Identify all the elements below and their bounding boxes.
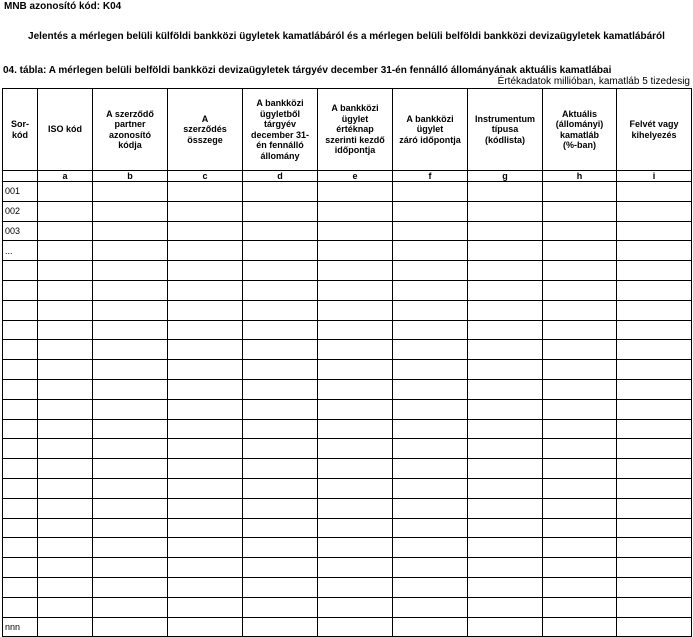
row-code xyxy=(3,379,38,399)
table-cell[interactable] xyxy=(93,360,168,380)
table-cell[interactable] xyxy=(468,459,543,479)
table-cell[interactable] xyxy=(393,221,468,241)
row-code: ... xyxy=(3,241,38,261)
table-cell[interactable] xyxy=(318,558,393,578)
table-cell[interactable] xyxy=(617,300,692,320)
table-cell[interactable] xyxy=(393,518,468,538)
table-cell[interactable] xyxy=(38,399,93,419)
table-cell[interactable] xyxy=(543,280,617,300)
table-cell[interactable] xyxy=(93,300,168,320)
column-header: Aktuális (állományi) kamatláb (%-ban) xyxy=(543,89,617,171)
column-letter: d xyxy=(243,171,318,182)
table-cell[interactable] xyxy=(393,320,468,340)
table-cell[interactable] xyxy=(168,617,243,637)
table-cell[interactable] xyxy=(168,182,243,202)
table-cell[interactable] xyxy=(318,320,393,340)
table-cell[interactable] xyxy=(168,538,243,558)
table-row xyxy=(3,360,692,380)
table-cell[interactable] xyxy=(543,439,617,459)
table-cell[interactable] xyxy=(243,261,318,281)
table-cell[interactable] xyxy=(318,617,393,637)
table-cell[interactable] xyxy=(617,241,692,261)
table-cell[interactable] xyxy=(543,597,617,617)
table-cell[interactable] xyxy=(168,221,243,241)
row-code xyxy=(3,399,38,419)
table-cell[interactable] xyxy=(318,498,393,518)
column-header: Instrumentum típusa (kódlista) xyxy=(468,89,543,171)
table-cell[interactable] xyxy=(318,241,393,261)
table-cell[interactable] xyxy=(168,261,243,281)
row-code xyxy=(3,340,38,360)
table-cell[interactable] xyxy=(38,538,93,558)
table-cell[interactable] xyxy=(543,498,617,518)
table-cell[interactable] xyxy=(168,320,243,340)
table-cell[interactable] xyxy=(468,577,543,597)
table-row xyxy=(3,518,692,538)
table-cell[interactable] xyxy=(38,518,93,538)
table-cell[interactable] xyxy=(468,597,543,617)
table-cell[interactable] xyxy=(243,538,318,558)
table-cell[interactable] xyxy=(168,597,243,617)
table-cell[interactable] xyxy=(38,498,93,518)
table-cell[interactable] xyxy=(393,498,468,518)
row-code xyxy=(3,419,38,439)
table-cell[interactable] xyxy=(617,320,692,340)
table-cell[interactable] xyxy=(243,221,318,241)
table-cell[interactable] xyxy=(168,201,243,221)
mnb-identifier: MNB azonosító kód: K04 xyxy=(4,1,122,12)
table-cell[interactable] xyxy=(243,182,318,202)
table-row xyxy=(3,399,692,419)
table-row xyxy=(3,241,692,261)
table-cell[interactable] xyxy=(468,280,543,300)
table-cell[interactable] xyxy=(243,241,318,261)
column-header: A bankközi ügyletből tárgyév december 31- én fennálló állomány xyxy=(243,89,318,171)
row-code: 002 xyxy=(3,201,38,221)
table-cell[interactable] xyxy=(38,617,93,637)
table-cell[interactable] xyxy=(393,399,468,419)
table-cell[interactable] xyxy=(393,360,468,380)
table-cell[interactable] xyxy=(468,379,543,399)
table-cell[interactable] xyxy=(93,280,168,300)
table-cell[interactable] xyxy=(393,538,468,558)
column-letter: f xyxy=(393,171,468,182)
table-cell[interactable] xyxy=(243,459,318,479)
table-cell[interactable] xyxy=(318,518,393,538)
table-cell[interactable] xyxy=(543,478,617,498)
table-cell[interactable] xyxy=(318,261,393,281)
units-note: Értékadatok millióban, kamatláb 5 tizedesig xyxy=(497,76,690,87)
table-cell[interactable] xyxy=(393,300,468,320)
table-cell[interactable] xyxy=(543,201,617,221)
table-cell[interactable] xyxy=(468,221,543,241)
table-cell[interactable] xyxy=(543,221,617,241)
table-cell[interactable] xyxy=(38,379,93,399)
table-cell[interactable] xyxy=(468,558,543,578)
table-cell[interactable] xyxy=(168,518,243,538)
table-cell[interactable] xyxy=(93,379,168,399)
table-cell[interactable] xyxy=(318,360,393,380)
table-cell[interactable] xyxy=(38,182,93,202)
table-cell[interactable] xyxy=(543,182,617,202)
table-cell[interactable] xyxy=(38,419,93,439)
column-letter: b xyxy=(93,171,168,182)
row-code xyxy=(3,498,38,518)
row-code: 003 xyxy=(3,221,38,241)
table-cell[interactable] xyxy=(168,399,243,419)
table-cell[interactable] xyxy=(93,538,168,558)
table-cell[interactable] xyxy=(168,419,243,439)
table-cell[interactable] xyxy=(543,379,617,399)
table-cell[interactable] xyxy=(393,617,468,637)
table-row xyxy=(3,597,692,617)
table-cell[interactable] xyxy=(38,459,93,479)
column-letter xyxy=(3,171,38,182)
table-cell[interactable] xyxy=(318,597,393,617)
table-cell[interactable] xyxy=(93,439,168,459)
table-cell[interactable] xyxy=(93,201,168,221)
table-cell[interactable] xyxy=(168,340,243,360)
table-cell[interactable] xyxy=(243,340,318,360)
column-letter: h xyxy=(543,171,617,182)
table-cell[interactable] xyxy=(243,439,318,459)
table-cell[interactable] xyxy=(168,498,243,518)
row-code xyxy=(3,538,38,558)
table-cell[interactable] xyxy=(393,597,468,617)
row-code xyxy=(3,459,38,479)
table-cell[interactable] xyxy=(38,221,93,241)
column-letter: a xyxy=(38,171,93,182)
table-cell[interactable] xyxy=(318,221,393,241)
column-header: ISO kód xyxy=(38,89,93,171)
table-cell[interactable] xyxy=(318,280,393,300)
table-cell[interactable] xyxy=(617,399,692,419)
table-cell[interactable] xyxy=(38,478,93,498)
column-letter: i xyxy=(617,171,692,182)
table-cell[interactable] xyxy=(468,300,543,320)
table-cell[interactable] xyxy=(543,300,617,320)
table-cell[interactable] xyxy=(38,280,93,300)
table-cell[interactable] xyxy=(243,419,318,439)
table-cell[interactable] xyxy=(243,320,318,340)
table-cell[interactable] xyxy=(468,419,543,439)
table-cell[interactable] xyxy=(168,577,243,597)
table-cell[interactable] xyxy=(318,459,393,479)
table-cell[interactable] xyxy=(93,478,168,498)
row-code xyxy=(3,577,38,597)
row-code: 001 xyxy=(3,182,38,202)
table-cell[interactable] xyxy=(543,518,617,538)
table-cell[interactable] xyxy=(617,280,692,300)
table-cell[interactable] xyxy=(38,439,93,459)
table-cell[interactable] xyxy=(468,201,543,221)
table-cell[interactable] xyxy=(243,498,318,518)
column-header: Sor- kód xyxy=(3,89,38,171)
table-cell[interactable] xyxy=(93,558,168,578)
table-cell[interactable] xyxy=(93,617,168,637)
table-row xyxy=(3,459,692,479)
table-cell[interactable] xyxy=(318,439,393,459)
table-row xyxy=(3,340,692,360)
column-letter: g xyxy=(468,171,543,182)
row-code xyxy=(3,518,38,538)
row-code xyxy=(3,261,38,281)
table-row xyxy=(3,419,692,439)
table-cell[interactable] xyxy=(543,340,617,360)
table-cell[interactable] xyxy=(468,261,543,281)
table-cell[interactable] xyxy=(543,241,617,261)
table-cell[interactable] xyxy=(617,478,692,498)
table-cell[interactable] xyxy=(318,419,393,439)
table-cell[interactable] xyxy=(168,558,243,578)
table-row xyxy=(3,280,692,300)
table-cell[interactable] xyxy=(617,597,692,617)
column-header: A bankközi ügylet értéknap szerinti kezdő időpontja xyxy=(318,89,393,171)
table-cell[interactable] xyxy=(243,617,318,637)
table-cell[interactable] xyxy=(543,617,617,637)
table-cell[interactable] xyxy=(38,300,93,320)
table-cell[interactable] xyxy=(243,577,318,597)
row-code xyxy=(3,280,38,300)
table-cell[interactable] xyxy=(617,538,692,558)
table-cell[interactable] xyxy=(38,261,93,281)
table-cell[interactable] xyxy=(93,340,168,360)
table-cell[interactable] xyxy=(617,221,692,241)
table-cell[interactable] xyxy=(393,419,468,439)
row-code xyxy=(3,300,38,320)
table-cell[interactable] xyxy=(393,201,468,221)
table-cell[interactable] xyxy=(393,379,468,399)
column-header: Felvét vagy kihelyezés xyxy=(617,89,692,171)
column-header: A szerződés összege xyxy=(168,89,243,171)
table-row xyxy=(3,201,692,221)
table-cell[interactable] xyxy=(318,538,393,558)
table-cell[interactable] xyxy=(168,280,243,300)
table-cell[interactable] xyxy=(543,399,617,419)
table-row xyxy=(3,538,692,558)
interest-rate-table xyxy=(2,88,692,637)
table-cell[interactable] xyxy=(168,459,243,479)
table-cell[interactable] xyxy=(617,360,692,380)
table-cell[interactable] xyxy=(168,360,243,380)
report-title: Jelentés a mérlegen belüli külföldi bankközi ügyletek kamatlábáról és a mérlegen belüli belföldi bankközi devizaügyletek kamatlábáról xyxy=(28,31,665,42)
table-cell[interactable] xyxy=(243,518,318,538)
table-cell[interactable] xyxy=(243,379,318,399)
table-row xyxy=(3,478,692,498)
column-letter-row xyxy=(3,171,692,182)
table-cell[interactable] xyxy=(93,518,168,538)
table-cell[interactable] xyxy=(617,182,692,202)
table-cell[interactable] xyxy=(243,597,318,617)
table-cell[interactable] xyxy=(318,577,393,597)
table-cell[interactable] xyxy=(393,261,468,281)
table-cell[interactable] xyxy=(38,241,93,261)
table-cell[interactable] xyxy=(617,518,692,538)
table-row xyxy=(3,182,692,202)
table-cell[interactable] xyxy=(468,518,543,538)
table-cell[interactable] xyxy=(393,558,468,578)
table-cell[interactable] xyxy=(318,478,393,498)
table-cell[interactable] xyxy=(468,182,543,202)
table-cell[interactable] xyxy=(93,597,168,617)
table-cell[interactable] xyxy=(38,201,93,221)
table-row xyxy=(3,439,692,459)
table-cell[interactable] xyxy=(617,419,692,439)
table-row xyxy=(3,577,692,597)
table-cell[interactable] xyxy=(93,221,168,241)
row-code xyxy=(3,439,38,459)
table-cell[interactable] xyxy=(318,201,393,221)
table-row xyxy=(3,320,692,340)
table-row xyxy=(3,498,692,518)
table-cell[interactable] xyxy=(617,558,692,578)
table-cell[interactable] xyxy=(468,399,543,419)
table-cell[interactable] xyxy=(543,558,617,578)
table-cell[interactable] xyxy=(393,577,468,597)
row-code xyxy=(3,360,38,380)
table-cell[interactable] xyxy=(318,182,393,202)
table-cell[interactable] xyxy=(38,320,93,340)
table-cell[interactable] xyxy=(617,340,692,360)
row-code xyxy=(3,597,38,617)
table-cell[interactable] xyxy=(393,280,468,300)
row-code: nnn xyxy=(3,617,38,637)
table-cell[interactable] xyxy=(318,399,393,419)
table-cell[interactable] xyxy=(38,558,93,578)
table-row xyxy=(3,379,692,399)
table-cell[interactable] xyxy=(468,478,543,498)
table-cell[interactable] xyxy=(543,459,617,479)
table-cell[interactable] xyxy=(468,360,543,380)
table-cell[interactable] xyxy=(168,241,243,261)
table-cell[interactable] xyxy=(93,577,168,597)
column-header: A szerződő partner azonosító kódja xyxy=(93,89,168,171)
table-cell[interactable] xyxy=(468,241,543,261)
table-cell[interactable] xyxy=(617,261,692,281)
table-cell[interactable] xyxy=(243,558,318,578)
table-cell[interactable] xyxy=(93,459,168,479)
table-cell[interactable] xyxy=(93,498,168,518)
table-cell[interactable] xyxy=(93,261,168,281)
table-cell[interactable] xyxy=(617,617,692,637)
table-cell[interactable] xyxy=(393,478,468,498)
table-cell[interactable] xyxy=(243,478,318,498)
table-cell[interactable] xyxy=(617,439,692,459)
table-title: 04. tábla: A mérlegen belüli belföldi bankközi devizaügyletek tárgyév december 31-én fennálló állományának aktuális kamatlábai xyxy=(3,65,612,76)
table-cell[interactable] xyxy=(393,459,468,479)
table-cell[interactable] xyxy=(468,538,543,558)
table-cell[interactable] xyxy=(243,201,318,221)
table-cell[interactable] xyxy=(468,320,543,340)
table-cell[interactable] xyxy=(38,340,93,360)
table-cell[interactable] xyxy=(168,439,243,459)
table-cell[interactable] xyxy=(543,419,617,439)
table-cell[interactable] xyxy=(243,280,318,300)
table-cell[interactable] xyxy=(93,320,168,340)
table-cell[interactable] xyxy=(617,201,692,221)
table-cell[interactable] xyxy=(38,577,93,597)
table-cell[interactable] xyxy=(617,379,692,399)
table-row xyxy=(3,558,692,578)
table-cell[interactable] xyxy=(617,459,692,479)
table-cell[interactable] xyxy=(617,577,692,597)
table-cell[interactable] xyxy=(393,340,468,360)
table-cell[interactable] xyxy=(318,300,393,320)
table-cell[interactable] xyxy=(468,498,543,518)
table-cell[interactable] xyxy=(93,399,168,419)
table-cell[interactable] xyxy=(168,478,243,498)
table-cell[interactable] xyxy=(318,340,393,360)
table-row xyxy=(3,261,692,281)
table-header-row xyxy=(3,89,692,171)
table-cell[interactable] xyxy=(543,261,617,281)
table-cell[interactable] xyxy=(168,379,243,399)
table-cell[interactable] xyxy=(543,360,617,380)
table-cell[interactable] xyxy=(393,182,468,202)
column-letter: c xyxy=(168,171,243,182)
table-cell[interactable] xyxy=(468,340,543,360)
row-code xyxy=(3,558,38,578)
table-cell[interactable] xyxy=(243,399,318,419)
row-code xyxy=(3,478,38,498)
column-letter: e xyxy=(318,171,393,182)
table-cell[interactable] xyxy=(468,617,543,637)
table-cell[interactable] xyxy=(168,300,243,320)
table-cell[interactable] xyxy=(468,439,543,459)
table-cell[interactable] xyxy=(38,360,93,380)
table-row xyxy=(3,221,692,241)
table-cell[interactable] xyxy=(93,419,168,439)
table-cell[interactable] xyxy=(617,498,692,518)
table-cell[interactable] xyxy=(543,320,617,340)
table-row xyxy=(3,617,692,637)
table-cell[interactable] xyxy=(243,300,318,320)
table-cell[interactable] xyxy=(38,597,93,617)
table-cell[interactable] xyxy=(318,379,393,399)
table-cell[interactable] xyxy=(393,439,468,459)
table-cell[interactable] xyxy=(243,360,318,380)
table-cell[interactable] xyxy=(393,241,468,261)
table-cell[interactable] xyxy=(543,577,617,597)
column-header: A bankközi ügylet záró időpontja xyxy=(393,89,468,171)
table-row xyxy=(3,300,692,320)
row-code xyxy=(3,320,38,340)
table-cell[interactable] xyxy=(93,241,168,261)
table-cell[interactable] xyxy=(543,538,617,558)
table-cell[interactable] xyxy=(93,182,168,202)
